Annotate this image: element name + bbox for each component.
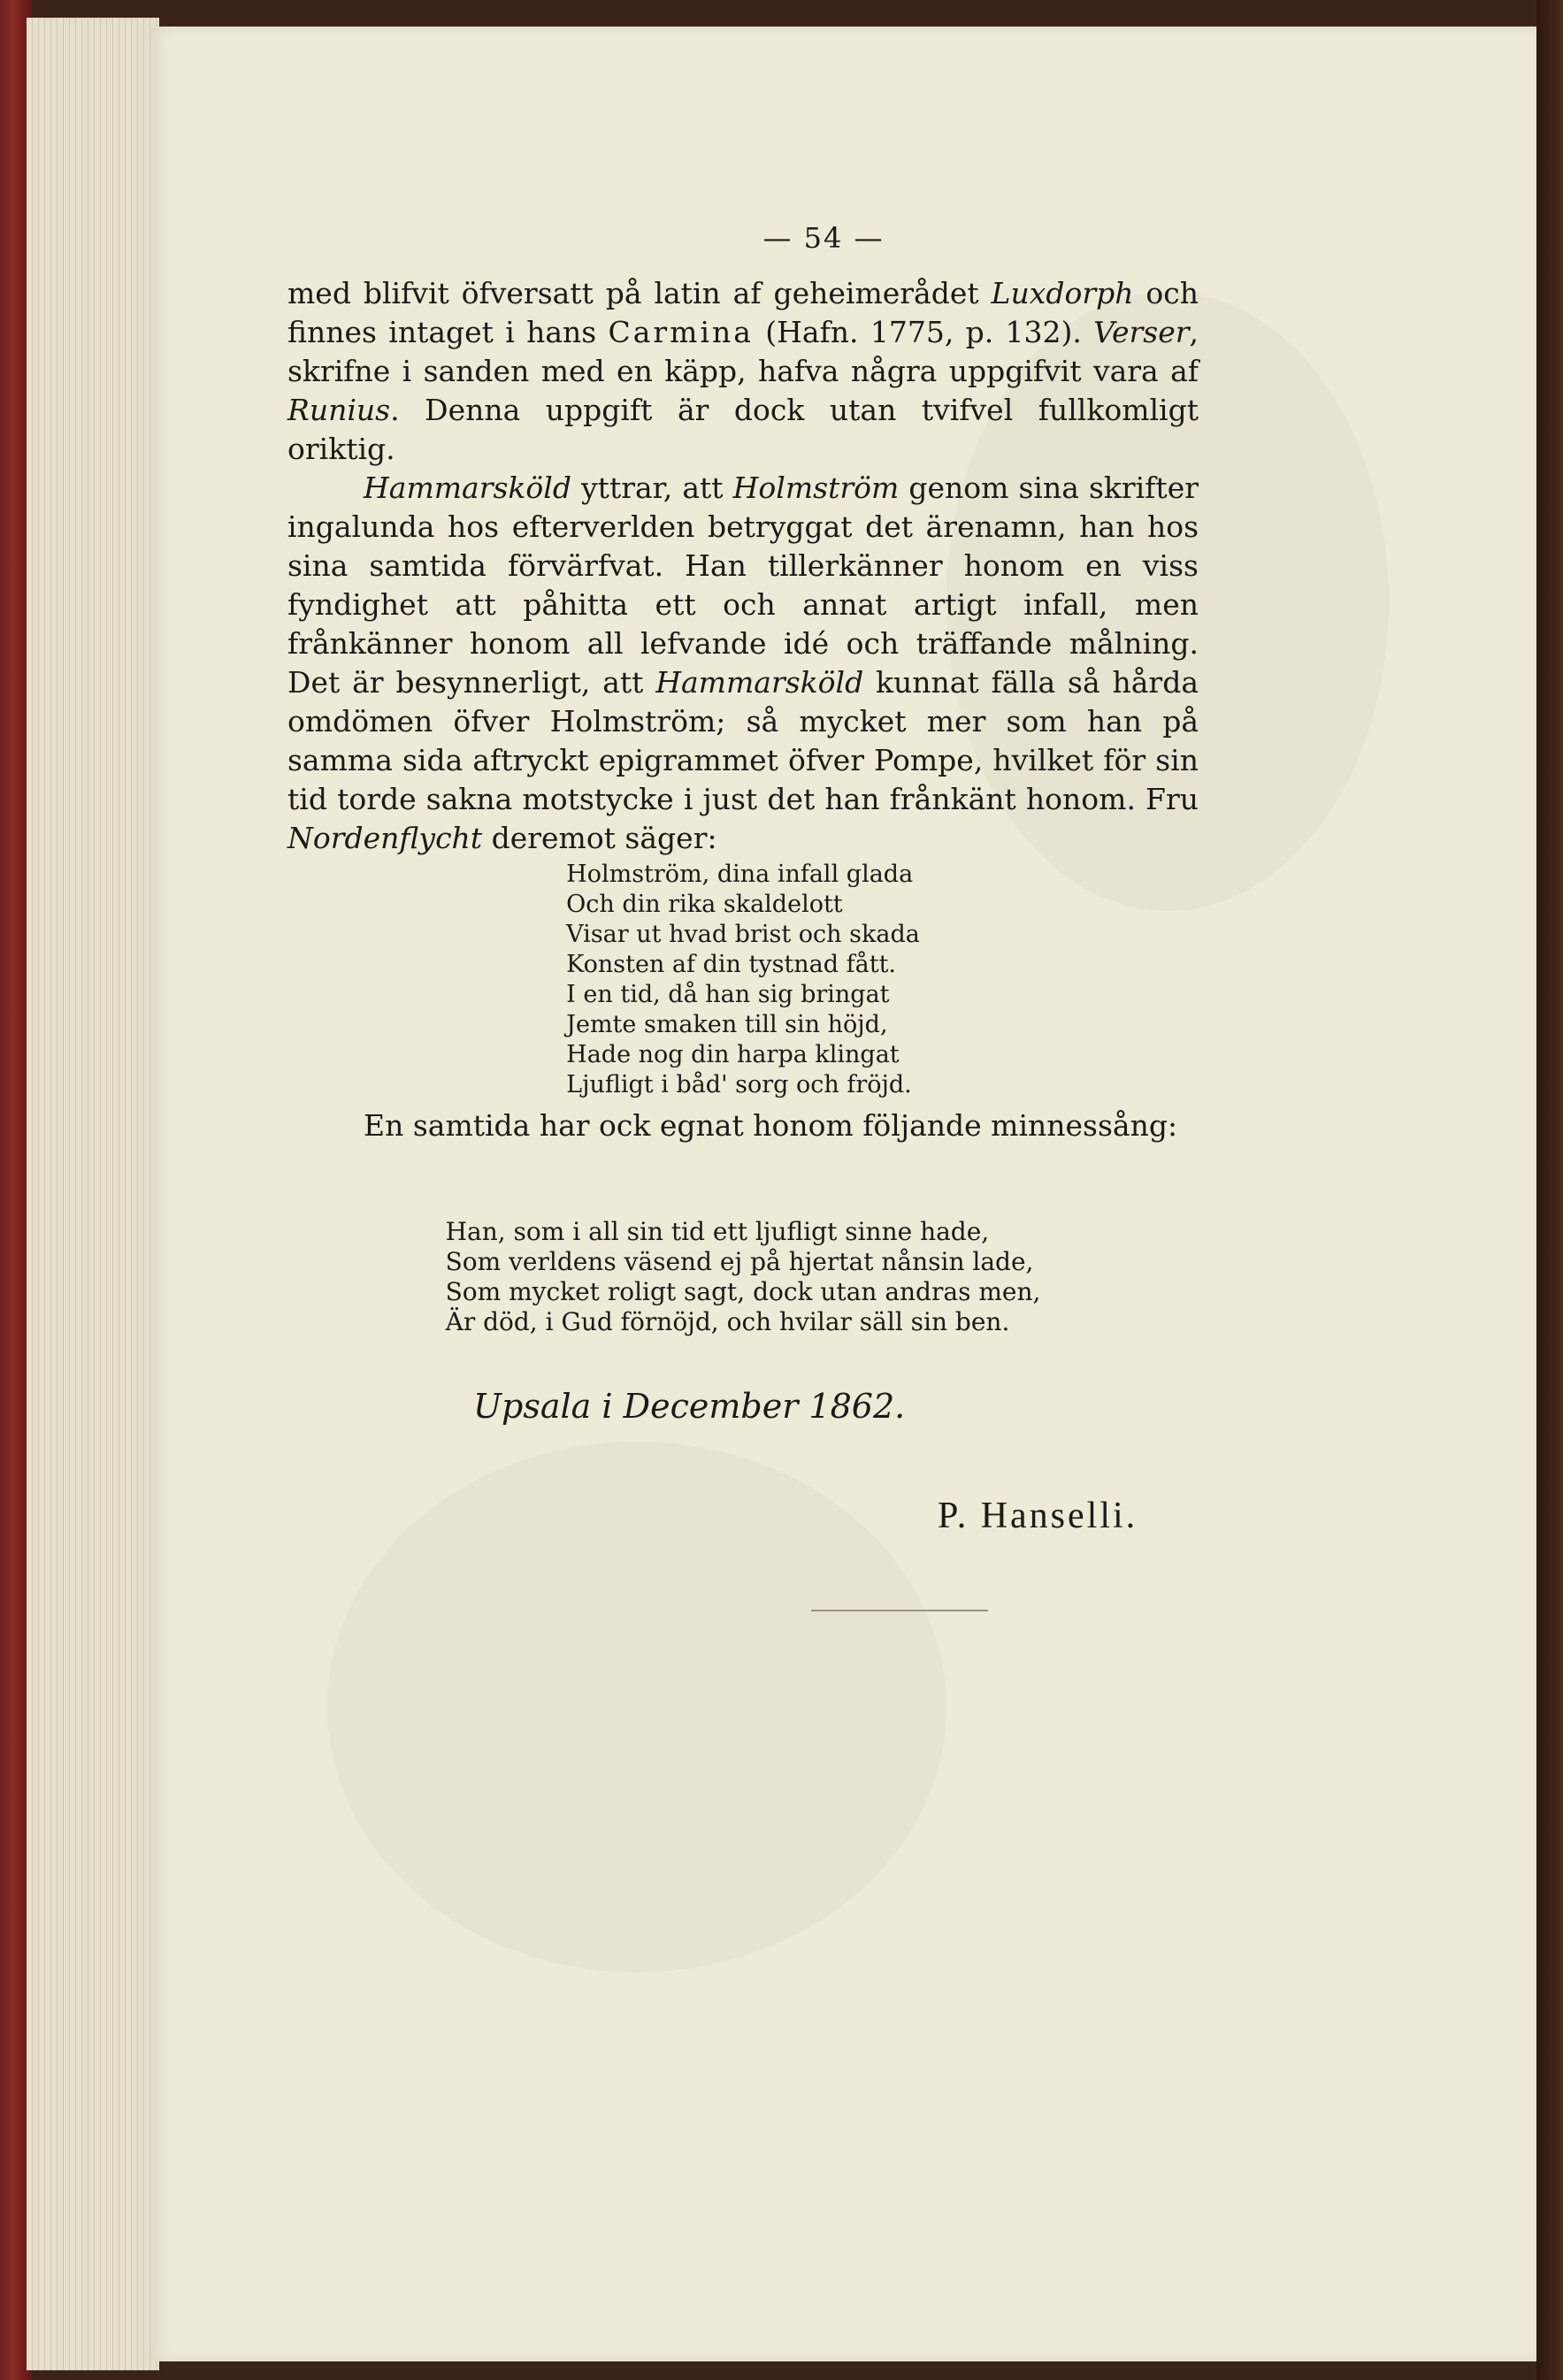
page-edges-stack (27, 18, 159, 2370)
verse-line: Holmström, dina infall glada (566, 861, 914, 888)
book-cover-right-edge (1536, 0, 1563, 2380)
title-carmina: Carmina (608, 315, 754, 349)
verse-line: I en tid, då han sig bringat (566, 981, 890, 1008)
word-verser: Verser (1093, 315, 1190, 349)
author-signature: P. Hanselli. (938, 1496, 1138, 1536)
verse-line: Visar ut hvad brist och skada (566, 921, 920, 948)
verse-minnessang (287, 1217, 1199, 1337)
verse-line: Och din rika skaldelott (566, 891, 843, 918)
paragraph-1: med blifvit öfversatt på latin af geheimerådet Luxdorph och finnes intaget i hans Carmina (Hafn. 1775, p. 132). Verser, skrifne i sanden med en käpp, hafva några uppgifvit vara af Runius. Denna uppgift är dock utan tvifvel fullkomligt oriktig. (287, 276, 1199, 466)
name-hammarskold: Hammarsköld (655, 665, 864, 700)
name-runius: Runius (287, 393, 391, 427)
verse-line: Som verldens väsend ej på hjertat nånsin lade, (445, 1247, 1034, 1276)
body-text (287, 274, 1199, 858)
name-holmstrom: Holmström (732, 471, 900, 505)
verse-line: Jemte smaken till sin höjd, (566, 1011, 888, 1038)
page-number: — 54 — (762, 221, 885, 255)
verse-line: Konsten af din tystnad fått. (566, 951, 897, 978)
paragraph-2: Hammarsköld yttrar, att Holmström genom sina skrifter ingalunda hos efterverlden betryggat det ärenamn, han hos sina samtida förvärfvat. Han tillerkänner honom en viss fyndighet att påhitta ett och annat artigt infall, men frånkänner honom all lefvande idé och träffande målning. Det är besynnerligt, att Hammarsköld kunnat fälla så hårda omdömen öfver Holmström; så mycket mer som han på samma sida aftryckt epigrammet öfver Pompe, hvilket för sin tid torde sakna motstycke i just det han frånkänt honom. Fru Nordenflycht deremot säger: (287, 471, 1199, 855)
end-rule (811, 1610, 988, 1611)
paper-stain (327, 1442, 946, 1972)
paragraph-3: En samtida har ock egnat honom följande minnessång: (364, 1108, 1178, 1143)
verse-line: Är död, i Gud förnöjd, och hvilar säll sin ben. (445, 1307, 1010, 1336)
verse-line: Som mycket roligt sagt, dock utan andras men, (445, 1277, 1041, 1306)
verse-line: Han, som i all sin tid ett ljufligt sinne hade, (445, 1217, 990, 1246)
place-and-date: Upsala i December 1862. (473, 1387, 906, 1426)
verse-line: Ljufligt i båd' sorg och fröjd. (566, 1071, 912, 1098)
name-nordenflycht: Nordenflycht (287, 821, 483, 855)
name-luxdorph: Luxdorph (991, 276, 1134, 310)
verse-line: Hade nog din harpa klingat (566, 1041, 900, 1068)
verse-nordenflycht (287, 860, 1199, 1100)
name-hammarskold: Hammarsköld (364, 471, 571, 505)
